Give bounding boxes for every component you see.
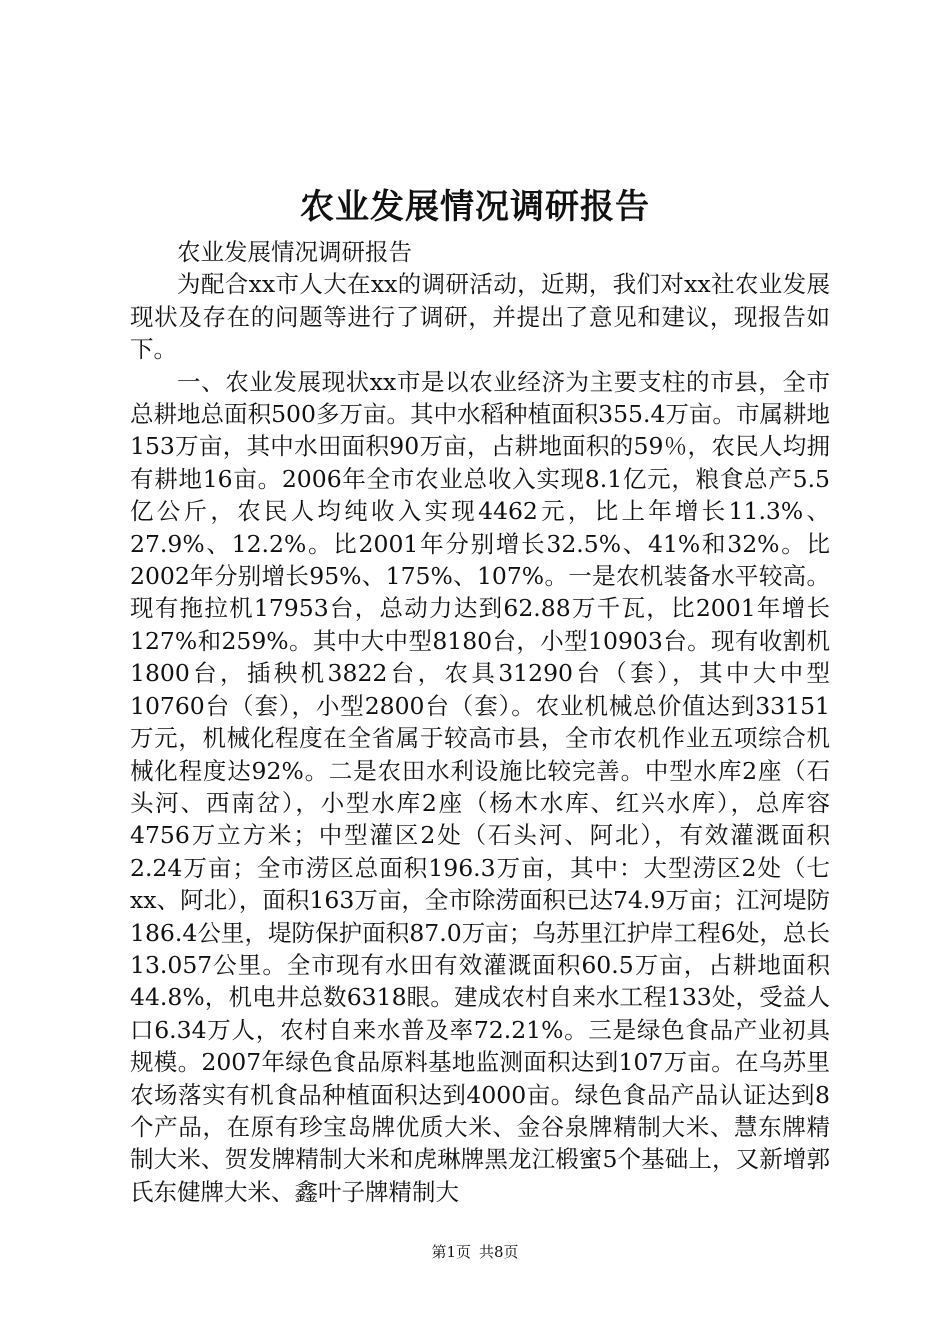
paragraph-subtitle: 农业发展情况调研报告: [177, 238, 412, 266]
page-footer: [0, 1241, 950, 1263]
page-total: 共8页: [479, 1243, 519, 1261]
document-body: [130, 236, 830, 1208]
page-number: 第1页: [431, 1243, 471, 1261]
paragraph-section-one: 一、农业发展现状xx市是以农业经济为主要支柱的市县，全市总耕地总面积500多万亩。其中水稻种植面积355.4万亩。市属耕地153万亩，其中水田面积90万亩，占耕地面积的59％，农民人均拥有耕地16亩。2006年全市农业总收入实现8.1亿元，粮食总产5.5亿公斤，农民人均纯收入实现4462元，比上年增长11.3%、27.9%、12.2%。比2001年分别增长32.5%、41%和32%。比2002年分别增长95%、175%、107%。一是农机装备水平较高。现有拖拉机17953台，总动力达到62.88万千瓦，比2001年增长127%和259%。其中大中型8180台，小型10903台。现有收割机1800台，插秧机3822台，农具31290台（套），其中大中型10760台（套），小型2800台（套）。农业机械总价值达到33151万元，机械化程度在全省属于较高市县，全市农机作业五项综合机械化程度达92%。二是农田水利设施比较完善。中型水库2座（石头河、西南岔），小型水库2座（杨木水库、红兴水库），总库容4756万立方米；中型灌区2处（石头河、阿北），有效灌溉面积2.24万亩；全市涝区总面积196.3万亩，其中：大型涝区2处（七xx、阿北），面积163万亩，全市除涝面积已达74.9万亩；江河堤防186.4公里，堤防保护面积87.0万亩；乌苏里江护岸工程6处，总长13.057公里。全市现有水田有效灌溉面积60.5万亩，占耕地面积44.8%，机电井总数6318眼。建成农村自来水工程133处，受益人口6.34万人，农村自来水普及率72.21%。三是绿色食品产业初具规模。2007年绿色食品原料基地监测面积达到107万亩。在乌苏里农场落实有机食品种植面积达到4000亩。绿色食品产品认证达到8个产品，在原有珍宝岛牌优质大米、金谷泉牌精制大米、慧东牌精制大米、贺发牌精制大米和虎琳牌黑龙江椴蜜5个基础上，又新增郭氏东健牌大米、鑫叶子牌精制大: [130, 367, 830, 1206]
document-title: 农业发展情况调研报告: [300, 187, 650, 227]
paragraph-intro: 为配合xx市人大在xx的调研活动，近期，我们对xx社农业发展现状及存在的问题等进行了调研，并提出了意见和建议，现报告如下。: [130, 270, 830, 364]
